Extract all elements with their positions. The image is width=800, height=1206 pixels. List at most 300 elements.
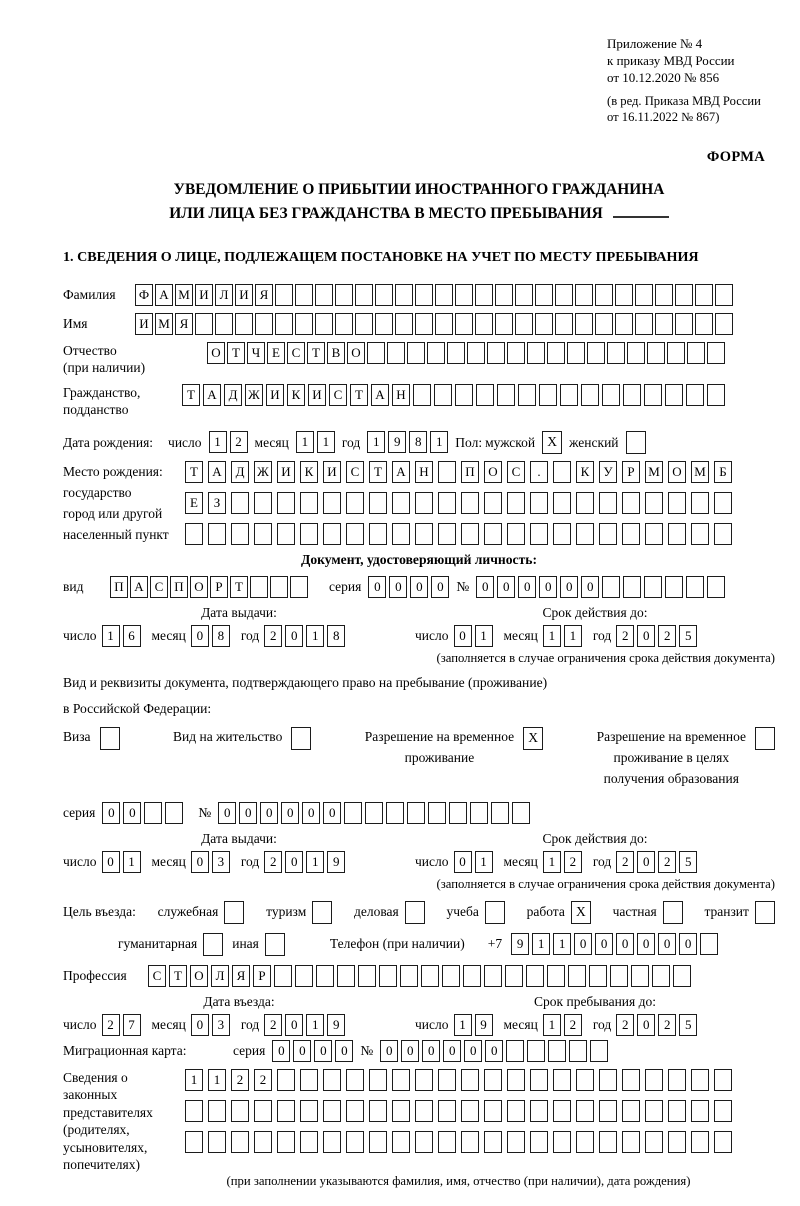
form-cell[interactable]: 0 xyxy=(560,576,578,598)
form-cell[interactable] xyxy=(530,1100,548,1122)
form-cell[interactable]: 1 xyxy=(532,933,550,955)
form-cell[interactable] xyxy=(576,1131,594,1153)
form-cell[interactable] xyxy=(505,965,523,987)
form-cell[interactable] xyxy=(295,284,313,306)
form-cell[interactable]: С xyxy=(346,461,364,483)
form-cell[interactable]: 2 xyxy=(230,431,248,453)
form-cell[interactable]: 0 xyxy=(454,625,472,647)
purpose-official-checkbox[interactable] xyxy=(224,901,244,924)
sex-male-checkbox[interactable]: X xyxy=(542,431,562,454)
form-cell[interactable] xyxy=(527,342,545,364)
form-cell[interactable] xyxy=(587,342,605,364)
form-cell[interactable]: 0 xyxy=(285,1014,303,1036)
form-cell[interactable] xyxy=(386,802,404,824)
form-cell[interactable] xyxy=(622,1069,640,1091)
form-cell[interactable] xyxy=(487,342,505,364)
form-cell[interactable] xyxy=(484,1100,502,1122)
form-cell[interactable]: Я xyxy=(175,313,193,335)
form-cell[interactable] xyxy=(515,313,533,335)
form-cell[interactable] xyxy=(447,342,465,364)
form-cell[interactable]: Я xyxy=(255,284,273,306)
form-cell[interactable] xyxy=(553,523,571,545)
form-cell[interactable] xyxy=(581,384,599,406)
form-cell[interactable]: Ж xyxy=(254,461,272,483)
purpose-business-checkbox[interactable] xyxy=(405,901,425,924)
form-cell[interactable] xyxy=(539,384,557,406)
form-cell[interactable] xyxy=(635,284,653,306)
form-cell[interactable] xyxy=(407,802,425,824)
form-cell[interactable] xyxy=(553,492,571,514)
form-cell[interactable] xyxy=(254,492,272,514)
form-cell[interactable]: Т xyxy=(369,461,387,483)
form-cell[interactable] xyxy=(484,1069,502,1091)
form-cell[interactable]: 1 xyxy=(543,1014,561,1036)
form-cell[interactable] xyxy=(231,492,249,514)
form-cell[interactable] xyxy=(506,1040,524,1062)
form-cell[interactable] xyxy=(470,802,488,824)
form-cell[interactable] xyxy=(495,313,513,335)
form-cell[interactable] xyxy=(438,492,456,514)
form-cell[interactable]: 0 xyxy=(518,576,536,598)
form-cell[interactable]: 1 xyxy=(543,625,561,647)
form-cell[interactable] xyxy=(254,523,272,545)
form-cell[interactable] xyxy=(675,284,693,306)
form-cell[interactable] xyxy=(461,1069,479,1091)
form-cell[interactable]: 2 xyxy=(564,851,582,873)
form-cell[interactable] xyxy=(553,1069,571,1091)
form-cell[interactable] xyxy=(707,342,725,364)
form-cell[interactable]: 9 xyxy=(327,851,345,873)
form-cell[interactable] xyxy=(274,965,292,987)
form-cell[interactable]: И xyxy=(323,461,341,483)
form-cell[interactable]: Т xyxy=(230,576,248,598)
purpose-study-checkbox[interactable] xyxy=(485,901,505,924)
form-cell[interactable]: Р xyxy=(622,461,640,483)
form-cell[interactable]: 0 xyxy=(218,802,236,824)
form-cell[interactable]: 0 xyxy=(595,933,613,955)
form-cell[interactable]: 0 xyxy=(485,1040,503,1062)
form-cell[interactable] xyxy=(235,313,253,335)
form-cell[interactable]: Л xyxy=(211,965,229,987)
form-cell[interactable] xyxy=(575,313,593,335)
form-cell[interactable] xyxy=(475,284,493,306)
form-cell[interactable] xyxy=(369,523,387,545)
form-cell[interactable]: 0 xyxy=(191,851,209,873)
form-cell[interactable]: 0 xyxy=(302,802,320,824)
form-cell[interactable] xyxy=(467,342,485,364)
form-cell[interactable] xyxy=(438,1100,456,1122)
form-cell[interactable]: 0 xyxy=(410,576,428,598)
form-cell[interactable]: О xyxy=(484,461,502,483)
form-cell[interactable]: М xyxy=(175,284,193,306)
form-cell[interactable] xyxy=(491,802,509,824)
form-cell[interactable] xyxy=(691,1131,709,1153)
form-cell[interactable] xyxy=(635,313,653,335)
form-cell[interactable] xyxy=(484,1131,502,1153)
form-cell[interactable] xyxy=(335,284,353,306)
form-cell[interactable] xyxy=(622,523,640,545)
form-cell[interactable] xyxy=(461,523,479,545)
form-cell[interactable] xyxy=(555,284,573,306)
form-cell[interactable]: 3 xyxy=(212,851,230,873)
form-cell[interactable] xyxy=(369,1100,387,1122)
form-cell[interactable] xyxy=(270,576,288,598)
form-cell[interactable] xyxy=(144,802,162,824)
form-cell[interactable]: 0 xyxy=(260,802,278,824)
form-cell[interactable]: 0 xyxy=(389,576,407,598)
form-cell[interactable] xyxy=(300,1100,318,1122)
form-cell[interactable] xyxy=(415,313,433,335)
form-cell[interactable]: Р xyxy=(210,576,228,598)
form-cell[interactable] xyxy=(599,1131,617,1153)
form-cell[interactable] xyxy=(300,492,318,514)
form-cell[interactable] xyxy=(645,523,663,545)
form-cell[interactable]: Т xyxy=(307,342,325,364)
form-cell[interactable] xyxy=(449,802,467,824)
form-cell[interactable]: Т xyxy=(182,384,200,406)
form-cell[interactable] xyxy=(463,965,481,987)
form-cell[interactable] xyxy=(290,576,308,598)
form-cell[interactable]: 0 xyxy=(422,1040,440,1062)
form-cell[interactable] xyxy=(277,1131,295,1153)
form-cell[interactable] xyxy=(208,1131,226,1153)
form-cell[interactable] xyxy=(714,492,732,514)
form-cell[interactable]: 2 xyxy=(264,851,282,873)
form-cell[interactable]: О xyxy=(347,342,365,364)
form-cell[interactable]: 0 xyxy=(539,576,557,598)
form-cell[interactable] xyxy=(185,1131,203,1153)
form-cell[interactable]: И xyxy=(235,284,253,306)
form-cell[interactable]: С xyxy=(507,461,525,483)
form-cell[interactable] xyxy=(438,523,456,545)
form-cell[interactable]: 8 xyxy=(327,625,345,647)
form-cell[interactable] xyxy=(647,342,665,364)
form-cell[interactable]: Я xyxy=(232,965,250,987)
form-cell[interactable] xyxy=(547,342,565,364)
form-cell[interactable] xyxy=(622,1131,640,1153)
form-cell[interactable]: 0 xyxy=(380,1040,398,1062)
form-cell[interactable] xyxy=(668,1131,686,1153)
form-cell[interactable] xyxy=(622,492,640,514)
form-cell[interactable] xyxy=(590,1040,608,1062)
form-cell[interactable] xyxy=(461,1131,479,1153)
form-cell[interactable]: 0 xyxy=(285,625,303,647)
form-cell[interactable] xyxy=(442,965,460,987)
form-cell[interactable] xyxy=(610,965,628,987)
form-cell[interactable] xyxy=(392,1100,410,1122)
form-cell[interactable] xyxy=(627,342,645,364)
form-cell[interactable] xyxy=(707,384,725,406)
form-cell[interactable] xyxy=(438,1131,456,1153)
form-cell[interactable] xyxy=(476,384,494,406)
form-cell[interactable] xyxy=(686,576,704,598)
form-cell[interactable] xyxy=(507,342,525,364)
form-cell[interactable] xyxy=(700,933,718,955)
form-cell[interactable] xyxy=(387,342,405,364)
form-cell[interactable]: 2 xyxy=(231,1069,249,1091)
form-cell[interactable] xyxy=(655,284,673,306)
form-cell[interactable] xyxy=(599,492,617,514)
form-cell[interactable] xyxy=(277,492,295,514)
form-cell[interactable]: 1 xyxy=(102,625,120,647)
form-cell[interactable] xyxy=(687,342,705,364)
form-cell[interactable] xyxy=(553,461,571,483)
form-cell[interactable]: 0 xyxy=(191,1014,209,1036)
form-cell[interactable] xyxy=(455,384,473,406)
form-cell[interactable] xyxy=(323,1100,341,1122)
form-cell[interactable]: 6 xyxy=(123,625,141,647)
form-cell[interactable] xyxy=(392,1069,410,1091)
form-cell[interactable]: А xyxy=(203,384,221,406)
form-cell[interactable]: 1 xyxy=(367,431,385,453)
purpose-transit-checkbox[interactable] xyxy=(755,901,775,924)
form-cell[interactable] xyxy=(300,523,318,545)
form-cell[interactable]: 1 xyxy=(208,1069,226,1091)
form-cell[interactable] xyxy=(323,1131,341,1153)
form-cell[interactable]: 0 xyxy=(658,933,676,955)
form-cell[interactable] xyxy=(369,1069,387,1091)
form-cell[interactable] xyxy=(375,284,393,306)
form-cell[interactable]: 0 xyxy=(616,933,634,955)
form-cell[interactable] xyxy=(599,1069,617,1091)
form-cell[interactable] xyxy=(413,384,431,406)
form-cell[interactable] xyxy=(346,1131,364,1153)
form-cell[interactable] xyxy=(576,492,594,514)
form-cell[interactable]: Е xyxy=(185,492,203,514)
form-cell[interactable] xyxy=(695,284,713,306)
form-cell[interactable] xyxy=(255,313,273,335)
form-cell[interactable] xyxy=(576,1069,594,1091)
form-cell[interactable]: 0 xyxy=(574,933,592,955)
form-cell[interactable]: Л xyxy=(215,284,233,306)
form-cell[interactable]: И xyxy=(135,313,153,335)
form-cell[interactable] xyxy=(567,342,585,364)
form-cell[interactable]: О xyxy=(190,965,208,987)
form-cell[interactable] xyxy=(507,1100,525,1122)
form-cell[interactable] xyxy=(527,1040,545,1062)
form-cell[interactable]: А xyxy=(392,461,410,483)
form-cell[interactable] xyxy=(375,313,393,335)
form-cell[interactable] xyxy=(607,342,625,364)
form-cell[interactable] xyxy=(623,576,641,598)
form-cell[interactable]: С xyxy=(329,384,347,406)
form-cell[interactable] xyxy=(599,1100,617,1122)
form-cell[interactable]: 0 xyxy=(581,576,599,598)
form-cell[interactable]: 1 xyxy=(123,851,141,873)
form-cell[interactable]: Н xyxy=(392,384,410,406)
form-cell[interactable] xyxy=(323,523,341,545)
form-cell[interactable] xyxy=(415,1069,433,1091)
form-cell[interactable]: 2 xyxy=(102,1014,120,1036)
form-cell[interactable] xyxy=(275,284,293,306)
purpose-private-checkbox[interactable] xyxy=(663,901,683,924)
form-cell[interactable] xyxy=(277,1100,295,1122)
form-cell[interactable] xyxy=(665,576,683,598)
form-cell[interactable]: 0 xyxy=(497,576,515,598)
form-cell[interactable] xyxy=(392,523,410,545)
temp-residence-checkbox[interactable]: X xyxy=(523,727,543,750)
form-cell[interactable] xyxy=(455,284,473,306)
form-cell[interactable]: Т xyxy=(227,342,245,364)
purpose-tourism-checkbox[interactable] xyxy=(312,901,332,924)
residence-permit-checkbox[interactable] xyxy=(291,727,311,750)
form-cell[interactable] xyxy=(484,965,502,987)
form-cell[interactable]: 1 xyxy=(296,431,314,453)
form-cell[interactable] xyxy=(215,313,233,335)
form-cell[interactable] xyxy=(535,284,553,306)
form-cell[interactable] xyxy=(645,492,663,514)
form-cell[interactable] xyxy=(714,1100,732,1122)
form-cell[interactable]: 1 xyxy=(209,431,227,453)
form-cell[interactable] xyxy=(438,461,456,483)
form-cell[interactable]: 0 xyxy=(191,625,209,647)
form-cell[interactable] xyxy=(615,284,633,306)
form-cell[interactable] xyxy=(369,1131,387,1153)
form-cell[interactable] xyxy=(323,1069,341,1091)
form-cell[interactable]: И xyxy=(195,284,213,306)
form-cell[interactable] xyxy=(644,576,662,598)
form-cell[interactable]: 1 xyxy=(543,851,561,873)
form-cell[interactable]: 0 xyxy=(102,851,120,873)
form-cell[interactable]: 0 xyxy=(431,576,449,598)
form-cell[interactable] xyxy=(438,1069,456,1091)
form-cell[interactable]: 1 xyxy=(475,851,493,873)
form-cell[interactable]: У xyxy=(599,461,617,483)
form-cell[interactable]: С xyxy=(150,576,168,598)
form-cell[interactable] xyxy=(435,284,453,306)
form-cell[interactable] xyxy=(595,284,613,306)
form-cell[interactable] xyxy=(208,523,226,545)
form-cell[interactable] xyxy=(254,1131,272,1153)
form-cell[interactable] xyxy=(315,284,333,306)
form-cell[interactable] xyxy=(428,802,446,824)
form-cell[interactable]: 1 xyxy=(564,625,582,647)
form-cell[interactable]: . xyxy=(530,461,548,483)
form-cell[interactable]: 2 xyxy=(264,1014,282,1036)
form-cell[interactable]: 0 xyxy=(464,1040,482,1062)
form-cell[interactable] xyxy=(686,384,704,406)
form-cell[interactable]: М xyxy=(645,461,663,483)
form-cell[interactable] xyxy=(461,1100,479,1122)
form-cell[interactable]: 9 xyxy=(475,1014,493,1036)
form-cell[interactable] xyxy=(277,523,295,545)
form-cell[interactable]: 2 xyxy=(264,625,282,647)
form-cell[interactable] xyxy=(379,965,397,987)
form-cell[interactable] xyxy=(484,523,502,545)
form-cell[interactable] xyxy=(576,523,594,545)
form-cell[interactable] xyxy=(415,1131,433,1153)
form-cell[interactable] xyxy=(512,802,530,824)
form-cell[interactable] xyxy=(714,1069,732,1091)
form-cell[interactable]: Ф xyxy=(135,284,153,306)
form-cell[interactable] xyxy=(667,342,685,364)
form-cell[interactable]: В xyxy=(327,342,345,364)
visa-checkbox[interactable] xyxy=(100,727,120,750)
form-cell[interactable] xyxy=(668,523,686,545)
form-cell[interactable] xyxy=(461,492,479,514)
form-cell[interactable] xyxy=(555,313,573,335)
form-cell[interactable]: 0 xyxy=(335,1040,353,1062)
form-cell[interactable]: 0 xyxy=(102,802,120,824)
form-cell[interactable]: 2 xyxy=(658,851,676,873)
form-cell[interactable]: 8 xyxy=(212,625,230,647)
form-cell[interactable] xyxy=(497,384,515,406)
form-cell[interactable] xyxy=(165,802,183,824)
form-cell[interactable]: 0 xyxy=(476,576,494,598)
form-cell[interactable] xyxy=(250,576,268,598)
form-cell[interactable] xyxy=(707,576,725,598)
form-cell[interactable] xyxy=(575,284,593,306)
form-cell[interactable]: М xyxy=(691,461,709,483)
form-cell[interactable] xyxy=(421,965,439,987)
form-cell[interactable] xyxy=(695,313,713,335)
form-cell[interactable] xyxy=(323,492,341,514)
form-cell[interactable] xyxy=(507,492,525,514)
form-cell[interactable]: 0 xyxy=(637,625,655,647)
form-cell[interactable]: 0 xyxy=(123,802,141,824)
form-cell[interactable] xyxy=(645,1069,663,1091)
form-cell[interactable] xyxy=(395,313,413,335)
form-cell[interactable] xyxy=(675,313,693,335)
form-cell[interactable] xyxy=(714,523,732,545)
form-cell[interactable] xyxy=(518,384,536,406)
form-cell[interactable]: К xyxy=(287,384,305,406)
form-cell[interactable] xyxy=(358,965,376,987)
form-cell[interactable] xyxy=(714,1131,732,1153)
form-cell[interactable] xyxy=(415,284,433,306)
form-cell[interactable]: 0 xyxy=(285,851,303,873)
form-cell[interactable] xyxy=(530,523,548,545)
form-cell[interactable]: 5 xyxy=(679,851,697,873)
form-cell[interactable]: 2 xyxy=(658,625,676,647)
form-cell[interactable]: О xyxy=(190,576,208,598)
form-cell[interactable]: Е xyxy=(267,342,285,364)
form-cell[interactable]: 9 xyxy=(511,933,529,955)
form-cell[interactable] xyxy=(548,1040,566,1062)
form-cell[interactable]: П xyxy=(170,576,188,598)
form-cell[interactable] xyxy=(602,384,620,406)
sex-female-checkbox[interactable] xyxy=(626,431,646,454)
form-cell[interactable] xyxy=(569,1040,587,1062)
form-cell[interactable]: И xyxy=(266,384,284,406)
form-cell[interactable] xyxy=(407,342,425,364)
form-cell[interactable] xyxy=(195,313,213,335)
form-cell[interactable] xyxy=(576,1100,594,1122)
form-cell[interactable]: 0 xyxy=(368,576,386,598)
form-cell[interactable] xyxy=(530,1131,548,1153)
form-cell[interactable]: Н xyxy=(415,461,433,483)
form-cell[interactable]: 1 xyxy=(185,1069,203,1091)
form-cell[interactable] xyxy=(395,284,413,306)
form-cell[interactable] xyxy=(623,384,641,406)
form-cell[interactable] xyxy=(691,492,709,514)
form-cell[interactable] xyxy=(455,313,473,335)
form-cell[interactable]: Д xyxy=(224,384,242,406)
form-cell[interactable]: 2 xyxy=(254,1069,272,1091)
form-cell[interactable]: О xyxy=(668,461,686,483)
form-cell[interactable]: 1 xyxy=(306,1014,324,1036)
form-cell[interactable]: 0 xyxy=(272,1040,290,1062)
form-cell[interactable]: 0 xyxy=(443,1040,461,1062)
purpose-other-checkbox[interactable] xyxy=(265,933,285,956)
form-cell[interactable]: 5 xyxy=(679,625,697,647)
purpose-work-checkbox[interactable]: X xyxy=(571,901,591,924)
form-cell[interactable] xyxy=(275,313,293,335)
form-cell[interactable] xyxy=(495,284,513,306)
form-cell[interactable] xyxy=(547,965,565,987)
form-cell[interactable] xyxy=(644,384,662,406)
form-cell[interactable] xyxy=(715,313,733,335)
